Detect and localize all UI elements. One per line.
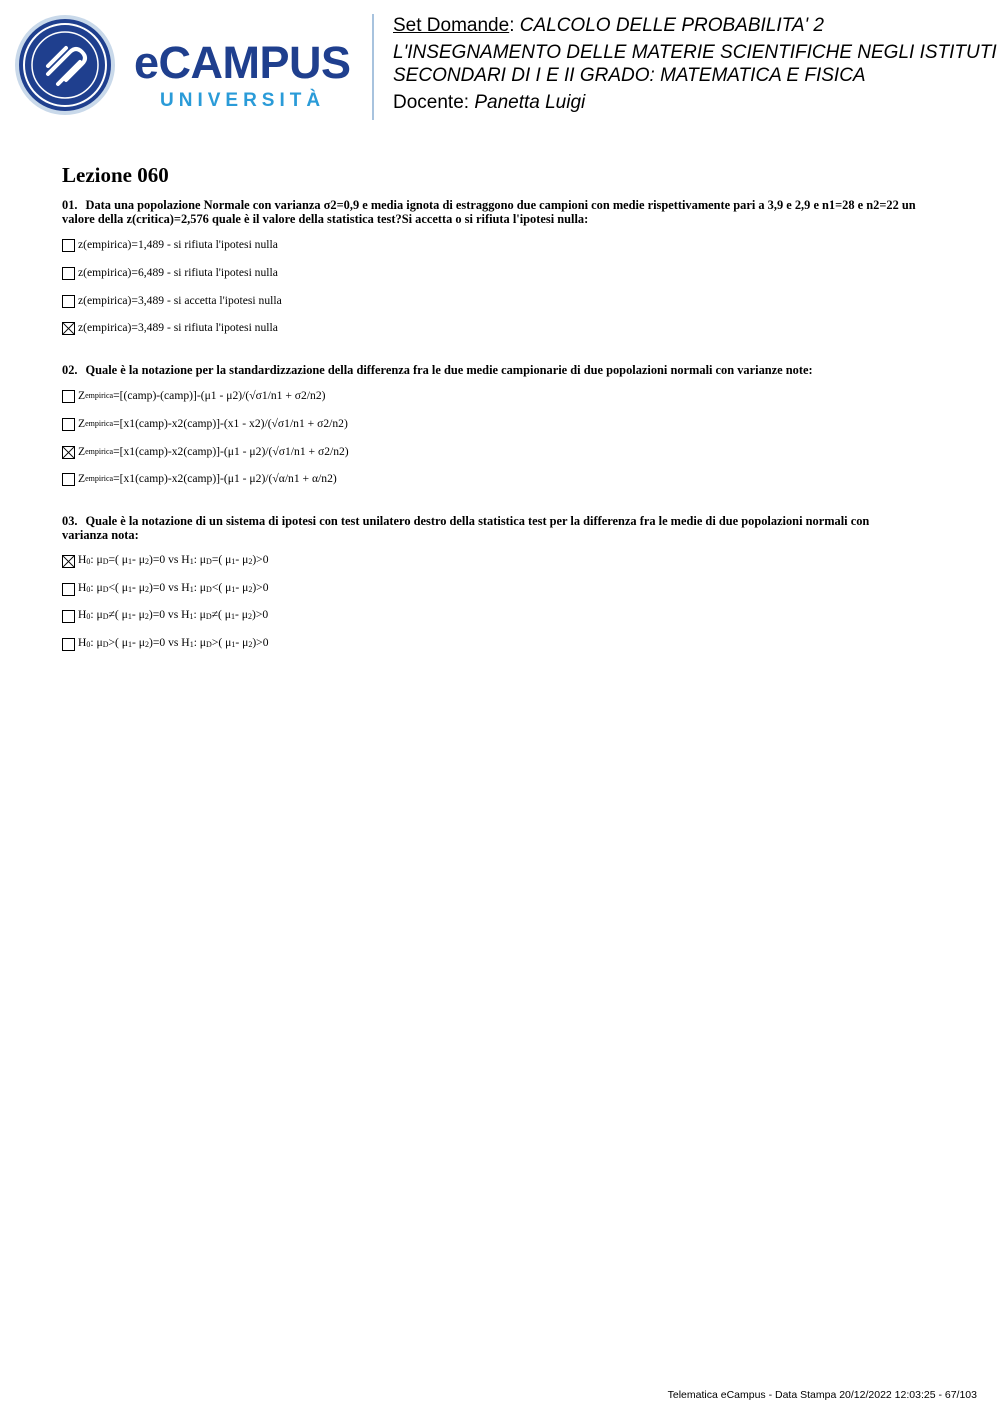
hypothesis-subscript: 1 [189,612,194,621]
question-02 [62,363,952,377]
hypothesis-segment: - μ [132,553,145,566]
answer-subscript: empirica [85,419,114,428]
hypothesis-segment: >( μ [108,636,129,649]
hypothesis-subscript: 1 [231,585,236,594]
hypothesis-subscript: D [206,557,212,566]
hypothesis-subscript: 2 [248,557,253,566]
hypothesis-segment: - μ [132,581,145,594]
answer-text: =[(camp)-(camp)]-(μ1 - μ2)/(√σ1/n1 + σ2/n2) [113,389,326,402]
logo-subtitle: UNIVERSITÀ [160,90,326,111]
hypothesis-segment: ≠( μ [108,608,128,621]
teacher-label: Docente: [393,92,475,113]
answer-symbol: Z [78,445,86,458]
hypothesis-segment: - μ [235,553,249,566]
checkbox[interactable] [62,295,75,308]
hypothesis-segment: )=0 vs H [148,608,190,621]
hypothesis-subscript: D [102,640,109,649]
hypothesis-segment: - μ [235,636,249,649]
hypothesis-subscript: 2 [145,640,149,649]
ecampus-logo [14,14,359,116]
hypothesis-segment: : μ [90,636,103,649]
hypothesis-subscript: D [206,585,212,594]
ecampus-emblem-icon [14,14,116,116]
checkbox[interactable] [62,239,75,252]
hypothesis-segment: )>0 [252,636,269,649]
hypothesis-subscript: 2 [247,612,252,621]
answer-symbol: Z [78,389,86,402]
teacher-line [393,91,1000,114]
hypothesis-text [78,580,269,598]
hypothesis-subscript: 1 [128,557,133,566]
hypothesis-segment: : μ [193,608,206,621]
set-separator: : [509,15,520,36]
hypothesis-segment: : μ [193,553,207,566]
hypothesis-segment: >( μ [211,636,232,649]
hypothesis-subscript: 1 [231,640,236,649]
header-divider [372,14,374,120]
answer-option[interactable] [62,293,282,309]
set-line [393,14,1000,37]
checkbox[interactable] [62,418,75,431]
checkbox[interactable] [62,390,75,403]
hypothesis-subscript: D [102,557,109,566]
hypothesis-segment: =( μ [108,553,129,566]
set-label: Set Domande [393,15,510,36]
hypothesis-text [78,552,269,570]
checkbox[interactable] [62,446,75,459]
hypothesis-segment: - μ [234,608,248,621]
course-name: CALCOLO DELLE PROBABILITA' 2 [519,15,824,36]
hypothesis-text [78,635,269,653]
hypothesis-segment: )>0 [252,553,269,566]
hypothesis-subscript: 1 [189,640,194,649]
hypothesis-segment: - μ [131,608,145,621]
hypothesis-subscript: 2 [145,557,149,566]
answer-option[interactable] [62,416,348,432]
answer-option[interactable] [62,608,268,624]
answer-option[interactable] [62,581,269,597]
answer-subscript: empirica [85,447,114,456]
hypothesis-subscript: 1 [128,585,133,594]
hypothesis-segment: )=0 vs H [149,553,190,566]
answer-option[interactable] [62,636,269,652]
question-number: 01. [62,198,78,212]
hypothesis-segment: : μ [193,636,207,649]
hypothesis-segment: : μ [193,581,207,594]
hypothesis-subscript: 1 [127,612,132,621]
checkbox[interactable] [62,267,75,280]
page-footer: Telematica eCampus - Data Stampa 20/12/2022 12:03:25 - 67/103 [667,1389,977,1401]
checkbox[interactable] [62,322,75,335]
hypothesis-subscript: 2 [144,612,149,621]
hypothesis-subscript: 0 [86,612,91,621]
hypothesis-subscript: D [206,640,212,649]
hypothesis-segment: ≠( μ [211,608,231,621]
logo-wordmark: eCAMPUS [134,37,351,88]
checkbox[interactable] [62,638,75,651]
answer-option[interactable] [62,444,349,460]
answer-option[interactable] [62,265,278,281]
answer-option[interactable] [62,388,326,404]
question-text-line-2: valore della z(critica)=2,576 quale è il valore della statistica test?Si accetta o si rifiuta l'ipotesi nulla: [62,212,589,226]
hypothesis-segment: : μ [90,608,103,621]
question-03 [62,514,952,542]
hypothesis-subscript: 0 [86,557,91,566]
hypothesis-subscript: 2 [248,640,253,649]
answer-text: =[x1(camp)-x2(camp)]-(μ1 - μ2)/(√α/n1 + α/n2) [113,472,337,485]
hypothesis-segment: )=0 vs H [149,581,190,594]
hypothesis-segment: : μ [90,581,103,594]
checkbox[interactable] [62,473,75,486]
hypothesis-segment: )>0 [252,581,269,594]
question-text-line-1: Data una popolazione Normale con varianza σ2=0,9 e media ignota di estraggono due campioni con medie rispettivamente pari a 3,9 e 2,9 e n1=28 e n2=22 un [85,198,916,212]
hypothesis-segment: H [78,553,87,566]
checkbox[interactable] [62,583,75,596]
checkbox[interactable] [62,555,75,568]
answer-subscript: empirica [85,474,114,483]
answer-option[interactable] [62,320,278,336]
answer-option[interactable] [62,553,269,569]
hypothesis-segment: )=0 vs H [149,636,190,649]
question-01 [62,198,952,226]
hypothesis-subscript: 2 [248,585,253,594]
hypothesis-segment: =( μ [211,553,232,566]
question-text-line-2: varianza nota: [62,528,139,542]
hypothesis-subscript: D [205,612,212,621]
program-line-2: SECONDARI DI I E II GRADO: MATEMATICA E FISICA [393,65,866,86]
teacher-name: Panetta Luigi [474,92,586,113]
answer-symbol: Z [78,417,86,430]
hypothesis-segment: H [78,636,87,649]
hypothesis-segment: - μ [132,636,145,649]
answer-option[interactable] [62,237,278,253]
hypothesis-subscript: D [102,585,109,594]
header-info [393,14,1000,114]
hypothesis-segment: )>0 [251,608,269,621]
answer-text: z(empirica)=6,489 - si rifiuta l'ipotesi nulla [78,266,278,279]
answer-text: z(empirica)=1,489 - si rifiuta l'ipotesi nulla [78,238,278,251]
hypothesis-segment: : μ [90,553,103,566]
program-line-1: L'INSEGNAMENTO DELLE MATERIE SCIENTIFICHE NEGLI ISTITUTI [393,42,997,63]
checkbox[interactable] [62,610,75,623]
hypothesis-subscript: 1 [189,557,194,566]
question-text-line-1: Quale è la notazione di un sistema di ipotesi con test unilatero destro della statistica test per la differenza fra le medie di due popolazioni normali con [85,514,870,528]
hypothesis-segment: H [78,581,87,594]
hypothesis-subscript: 2 [145,585,149,594]
hypothesis-segment: H [78,608,87,621]
hypothesis-subscript: 1 [230,612,235,621]
answer-text: z(empirica)=3,489 - si accetta l'ipotesi nulla [78,294,282,307]
answer-symbol: Z [78,472,86,485]
hypothesis-segment: <( μ [108,581,129,594]
answer-subscript: empirica [85,391,114,400]
question-number: 03. [62,514,78,528]
hypothesis-subscript: 1 [128,640,133,649]
question-text-line-1: Quale è la notazione per la standardizzazione della differenza fra le due medie campionarie di due popolazioni normali con varianze note: [85,363,813,377]
hypothesis-text [78,607,268,625]
hypothesis-subscript: 1 [231,557,236,566]
hypothesis-subscript: 1 [189,585,194,594]
lesson-title: Lezione 060 [62,163,169,187]
hypothesis-subscript: 0 [86,640,91,649]
hypothesis-subscript: D [102,612,109,621]
hypothesis-segment: - μ [235,581,249,594]
answer-text: =[x1(camp)-x2(camp)]-(x1 - x2)/(√σ1/n1 + σ2/n2) [113,417,348,430]
answer-text: z(empirica)=3,489 - si rifiuta l'ipotesi nulla [78,321,278,334]
answer-text: =[x1(camp)-x2(camp)]-(μ1 - μ2)/(√σ1/n1 + σ2/n2) [113,445,349,458]
hypothesis-subscript: 0 [86,585,91,594]
question-number: 02. [62,363,78,377]
hypothesis-segment: <( μ [211,581,232,594]
answer-option[interactable] [62,471,337,487]
